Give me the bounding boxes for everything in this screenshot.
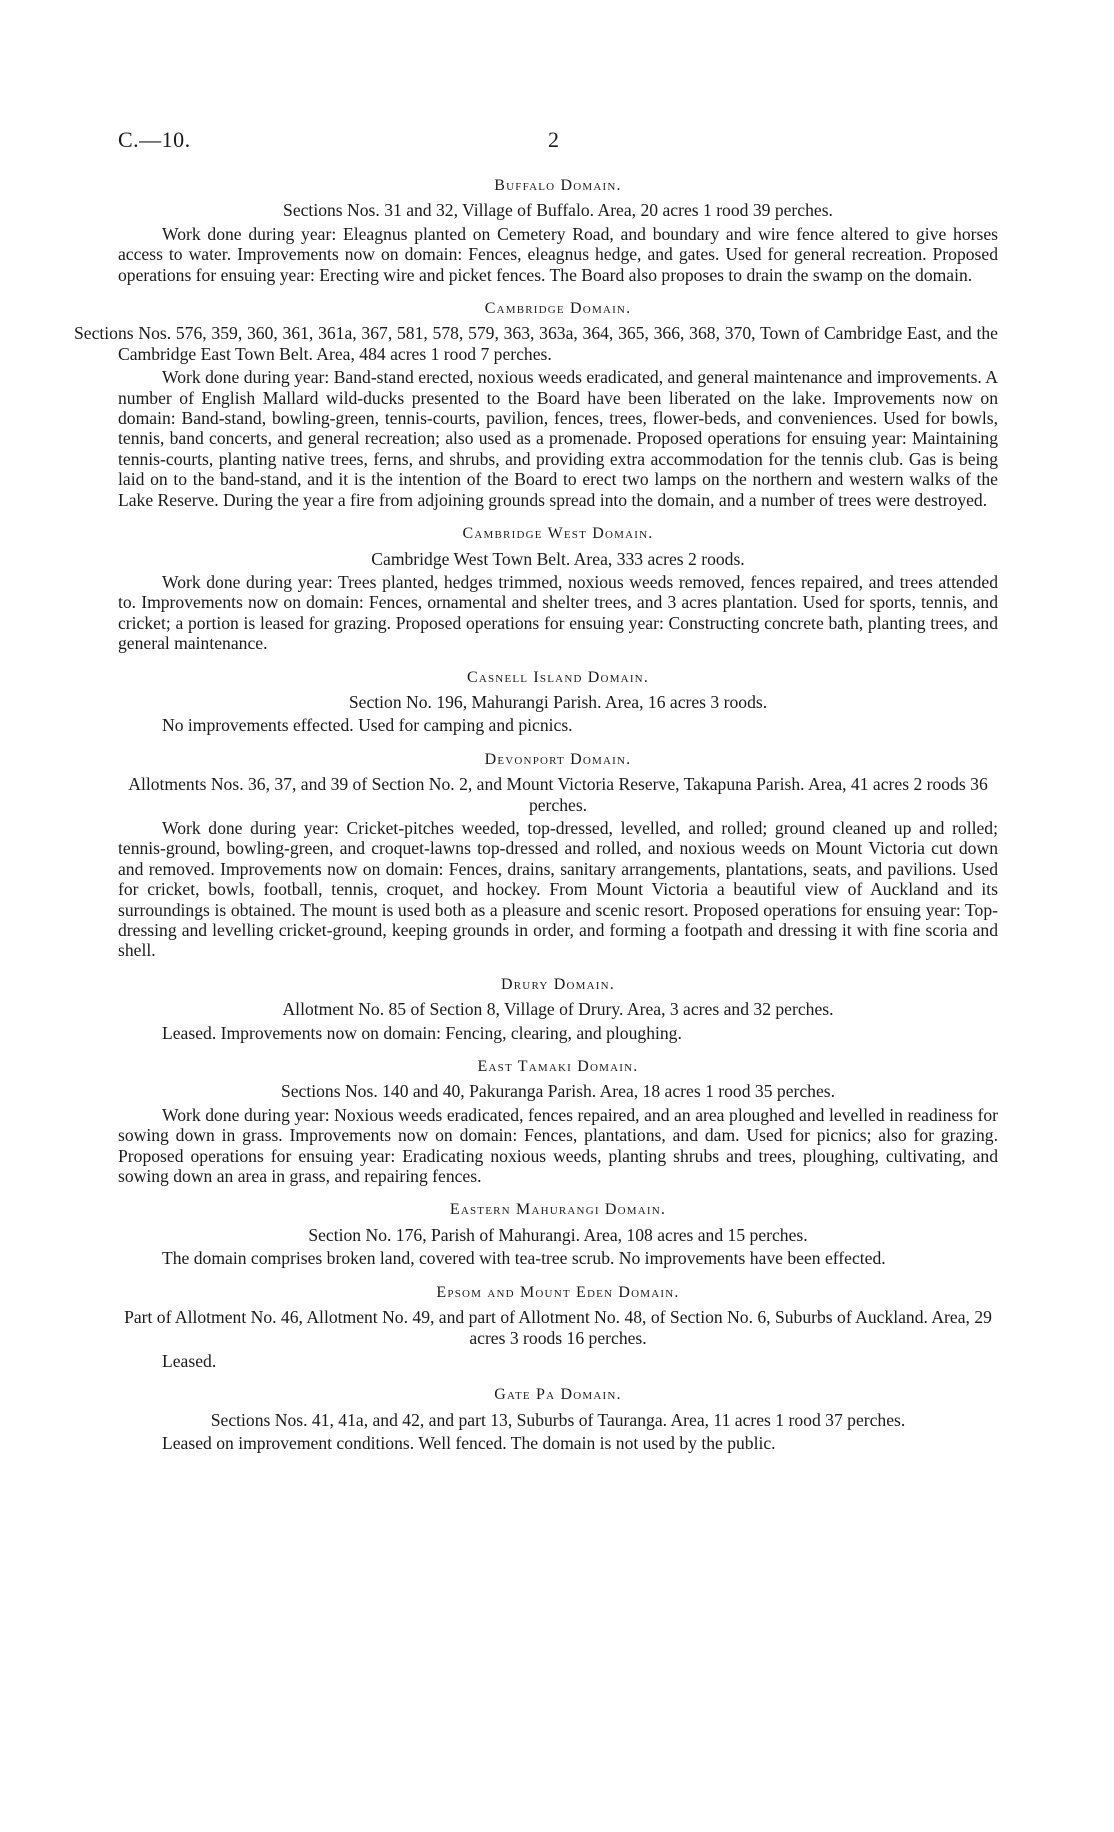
section-particulars: Section No. 176, Parish of Mahurangi. Area, 108 acres and 15 perches.	[308, 1224, 808, 1245]
page-header	[0, 127, 1114, 160]
section-paragraph: Leased.	[162, 1350, 217, 1371]
domain-section-cambridge	[74, 299, 998, 510]
domain-section-cambridge-west	[118, 524, 998, 653]
section-paragraph: Work done during year: Eleagnus planted on Cemetery Road, and boundary and wire fence altered to give horses access to water. Improvements now on domain: Fences, eleagnus hedge, and gates. Used for general recreation. Proposed operations for ensuing year: Erecting wire and picket fences. The Board also proposes to drain the swamp on the domain.	[118, 223, 998, 285]
section-particulars: Sections Nos. 31 and 32, Village of Buffalo. Area, 20 acres 1 rood 39 perches.	[283, 200, 833, 221]
section-paragraph: Work done during year: Trees planted, hedges trimmed, noxious weeds removed, fences repaired, and trees attended to. Improvements now on domain: Fences, ornamental and shelter trees, and 3 acres plantation. Used for sports, tennis, and cricket; a portion is leased for grazing. Proposed operations for ensuing year: Constructing concrete bath, planting trees, and general maintenance.	[118, 571, 998, 654]
section-particulars: Sections Nos. 140 and 40, Pakuranga Parish. Area, 18 acres 1 rood 35 perches.	[280, 1081, 836, 1102]
section-title: Buffalo Domain.	[494, 177, 622, 194]
section-particulars: Sections Nos. 41, 41a, and 42, and part 13, Suburbs of Tauranga. Area, 11 acres 1 rood 37 perches.	[210, 1409, 906, 1430]
domain-section-casnell-island	[118, 668, 998, 736]
domain-section-eastern-mahurangi	[118, 1200, 998, 1268]
section-paragraph: No improvements effected. Used for camping and picnics.	[162, 715, 573, 736]
domain-section-devonport	[118, 750, 998, 961]
section-title: Casnell Island Domain.	[466, 668, 650, 686]
section-paragraph: Leased on improvement conditions. Well fenced. The domain is not used by the public.	[162, 1433, 776, 1454]
section-title: Eastern Mahurangi Domain.	[449, 1201, 667, 1219]
section-title: East Tamaki Domain.	[477, 1058, 639, 1076]
domain-section-buffalo	[118, 176, 998, 285]
section-particulars: Sections Nos. 576, 359, 360, 361, 361a, 367, 581, 578, 579, 363, 363a, 364, 365, 366, 368, 370, Town of Cambridge East, and the Cambridge East Town Belt. Area, 484 acres 1 rood 7 perches.	[74, 323, 998, 364]
section-title: Drury Domain.	[501, 975, 615, 993]
section-particulars: Part of Allotment No. 46, Allotment No. 49, and part of Allotment No. 48, of Section No. 6, Suburbs of Auckland. Area, 29 acres 3 roods 16 perches.	[124, 1307, 992, 1348]
section-title: Cambridge Domain.	[484, 300, 632, 318]
section-paragraph: Leased. Improvements now on domain: Fencing, clearing, and ploughing.	[162, 1022, 682, 1043]
document-reference: C.—10.	[118, 127, 191, 152]
section-title: Gate Pa Domain.	[494, 1386, 622, 1404]
section-particulars: Section No. 196, Mahurangi Parish. Area, 16 acres 3 roods.	[348, 691, 768, 712]
section-paragraph: Work done during year: Cricket-pitches weeded, top-dressed, levelled, and rolled; ground cleaned up and rolled; tennis-ground, bowling-green, and croquet-lawns top-dressed and rolled, and noxious weeds on Mount Victoria cut down and removed. Improvements now on domain: Fences, drains, sanitary arrangements, plantations, seats, and pavilions. Used for cricket, bowls, football, tennis, croquet, and hockey. From Mount Victoria a beautiful view of Auckland and its surroundings is obtained. The mount is used both as a pleasure and scenic resort. Proposed operations for ensuing year: Top-dressing and levelling cricket-ground, keeping grounds in order, and forming a footpath and dressing it with fine scoria and shell.	[118, 817, 998, 961]
section-paragraph: The domain comprises broken land, covered with tea-tree scrub. No improvements have been effected.	[162, 1248, 886, 1269]
section-title: Cambridge West Domain.	[462, 525, 654, 543]
section-title: Epsom and Mount Eden Domain.	[436, 1283, 680, 1301]
section-title: Devonport Domain.	[484, 750, 632, 768]
domain-section-drury	[118, 975, 998, 1043]
domain-section-gate-pa	[118, 1385, 998, 1453]
section-particulars: Cambridge West Town Belt. Area, 333 acres 2 roods.	[371, 548, 745, 569]
page-body	[74, 176, 998, 1454]
page-number: 2	[548, 127, 559, 152]
section-particulars: Allotments Nos. 36, 37, and 39 of Section No. 2, and Mount Victoria Reserve, Takapuna Parish. Area, 41 acres 2 roods 36 perches.	[128, 774, 988, 815]
section-paragraph: Work done during year: Noxious weeds eradicated, fences repaired, and an area ploughed and levelled in readiness for sowing down in grass. Improvements now on domain: Fences, plantations, and dam. Used for picnics; also for grazing. Proposed operations for ensuing year: Eradicating noxious weeds, planting shrubs and trees, ploughing, cultivating, and sowing down an area in grass, and repairing fences.	[118, 1104, 998, 1187]
domain-section-east-tamaki	[118, 1057, 998, 1186]
domain-section-epsom-mount-eden	[118, 1283, 998, 1372]
section-paragraph: Work done during year: Band-stand erected, noxious weeds eradicated, and general maintenance and improvements. A number of English Mallard wild-ducks presented to the Board have been liberated on the lake. Improvements now on domain: Band-stand, bowling-green, tennis-courts, pavilion, fences, trees, flower-beds, and conveniences. Used for bowls, tennis, band concerts, and general recreation; also used as a promenade. Proposed operations for ensuing year: Maintaining tennis-courts, planting native trees, ferns, and shrubs, and providing extra accommodation for the tennis club. Gas is being laid on to the band-stand, and it is the intention of the Board to erect two lamps on the northern and western walks of the Lake Reserve. During the year a fire from adjoining grounds spread into the domain, and a number of trees were destroyed.	[118, 367, 998, 510]
section-particulars: Allotment No. 85 of Section 8, Village of Drury. Area, 3 acres and 32 perches.	[282, 999, 834, 1020]
